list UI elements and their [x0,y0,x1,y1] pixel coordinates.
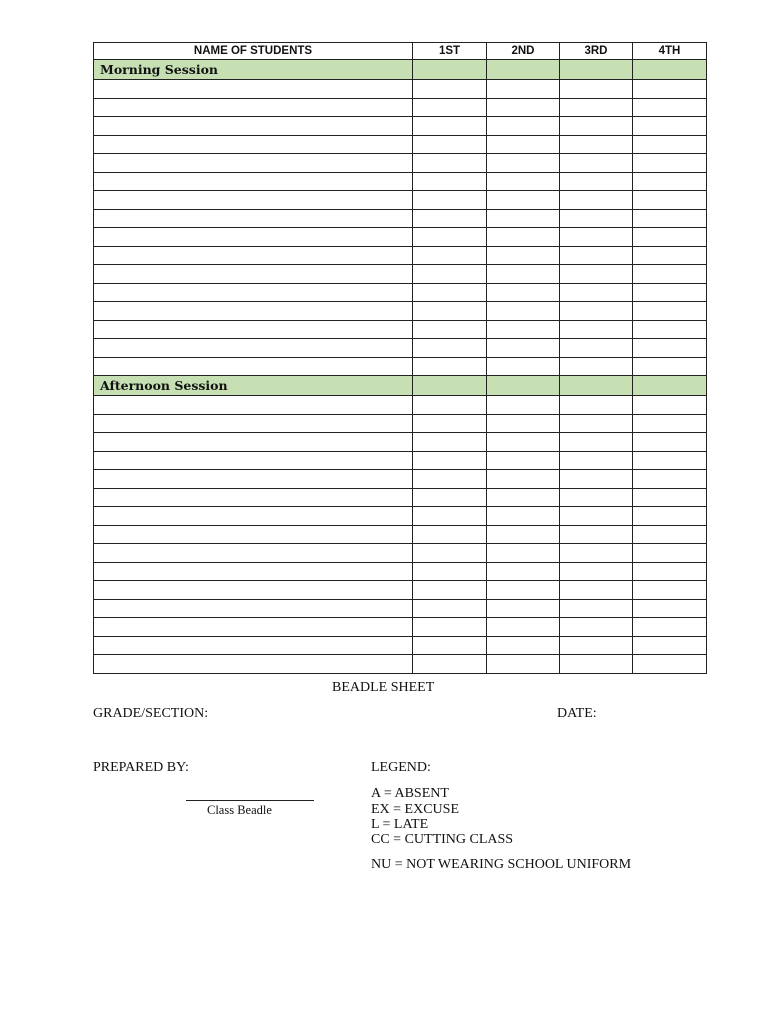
student-row [94,357,707,376]
attendance-cell[interactable] [487,396,560,415]
attendance-cell[interactable] [487,451,560,470]
attendance-cell[interactable] [413,339,487,358]
student-name-cell[interactable] [94,562,413,581]
student-row [94,172,707,191]
student-row [94,414,707,433]
student-row [94,562,707,581]
attendance-cell[interactable] [633,451,707,470]
student-row [94,154,707,173]
attendance-cell[interactable] [487,433,560,452]
attendance-cell[interactable] [633,581,707,600]
attendance-cell[interactable] [633,135,707,154]
attendance-cell[interactable] [560,507,633,526]
attendance-cell[interactable] [487,488,560,507]
legend-title: LEGEND: [371,760,431,775]
attendance-cell[interactable] [560,265,633,284]
header-2nd: 2ND [487,43,560,60]
attendance-cell[interactable] [633,302,707,321]
attendance-cell[interactable] [560,154,633,173]
attendance-cell[interactable] [413,283,487,302]
student-name-cell[interactable] [94,618,413,637]
legend-item-absent: A = ABSENT [371,786,449,801]
student-row [94,339,707,358]
attendance-cell[interactable] [487,618,560,637]
student-row [94,655,707,674]
attendance-cell[interactable] [560,191,633,210]
student-name-cell[interactable] [94,414,413,433]
student-row [94,618,707,637]
attendance-cell[interactable] [633,414,707,433]
student-row [94,191,707,210]
attendance-cell[interactable] [560,209,633,228]
student-row [94,488,707,507]
student-name-cell[interactable] [94,339,413,358]
student-row [94,581,707,600]
attendance-cell[interactable] [487,209,560,228]
attendance-cell[interactable] [560,544,633,563]
attendance-cell[interactable] [487,320,560,339]
session-row [94,60,707,80]
attendance-cell[interactable] [633,544,707,563]
attendance-cell[interactable] [633,636,707,655]
attendance-cell[interactable] [560,451,633,470]
attendance-cell[interactable] [633,655,707,674]
attendance-cell[interactable] [487,581,560,600]
attendance-cell[interactable] [413,302,487,321]
header-name-of-students: NAME OF STUDENTS [94,43,413,60]
student-row [94,80,707,99]
attendance-cell[interactable] [487,191,560,210]
attendance-cell[interactable] [487,357,560,376]
attendance-cell[interactable] [413,396,487,415]
student-name-cell[interactable] [94,228,413,247]
attendance-cell[interactable] [413,618,487,637]
attendance-cell[interactable] [560,636,633,655]
student-row [94,451,707,470]
session-cell [633,376,707,396]
attendance-cell[interactable] [413,191,487,210]
attendance-cell[interactable] [487,117,560,136]
attendance-cell[interactable] [633,339,707,358]
session-cell [633,60,707,80]
prepared-by-label: PREPARED BY: [93,760,189,775]
attendance-cell[interactable] [413,581,487,600]
student-row [94,507,707,526]
attendance-cell[interactable] [633,246,707,265]
attendance-cell[interactable] [560,117,633,136]
attendance-cell[interactable] [487,283,560,302]
attendance-cell[interactable] [413,172,487,191]
attendance-cell[interactable] [413,562,487,581]
student-row [94,117,707,136]
attendance-cell[interactable] [560,525,633,544]
attendance-cell[interactable] [487,470,560,489]
student-name-cell[interactable] [94,117,413,136]
session-cell [487,60,560,80]
student-name-cell[interactable] [94,172,413,191]
attendance-cell[interactable] [413,470,487,489]
attendance-cell[interactable] [633,562,707,581]
student-row [94,470,707,489]
attendance-cell[interactable] [560,320,633,339]
attendance-cell[interactable] [413,135,487,154]
attendance-cell[interactable] [413,655,487,674]
attendance-cell[interactable] [560,135,633,154]
attendance-cell[interactable] [413,507,487,526]
session-label: Morning Session [94,60,413,80]
attendance-cell[interactable] [560,246,633,265]
attendance-cell[interactable] [560,488,633,507]
attendance-cell[interactable] [560,80,633,99]
attendance-cell[interactable] [487,636,560,655]
attendance-cell[interactable] [560,562,633,581]
session-row [94,376,707,396]
attendance-cell[interactable] [413,228,487,247]
attendance-cell[interactable] [487,172,560,191]
attendance-cell[interactable] [487,562,560,581]
session-cell [560,60,633,80]
student-name-cell[interactable] [94,302,413,321]
attendance-cell[interactable] [560,228,633,247]
attendance-cell[interactable] [487,228,560,247]
attendance-cell[interactable] [560,470,633,489]
student-row [94,599,707,618]
attendance-cell[interactable] [413,451,487,470]
student-name-cell[interactable] [94,525,413,544]
attendance-cell[interactable] [560,414,633,433]
student-name-cell[interactable] [94,470,413,489]
attendance-cell[interactable] [487,302,560,321]
student-name-cell[interactable] [94,135,413,154]
legend-item-excuse: EX = EXCUSE [371,802,460,817]
attendance-cell[interactable] [633,396,707,415]
attendance-cell[interactable] [633,154,707,173]
student-row [94,302,707,321]
student-name-cell[interactable] [94,246,413,265]
attendance-cell[interactable] [413,154,487,173]
attendance-cell[interactable] [413,80,487,99]
header-3rd: 3RD [560,43,633,60]
attendance-cell[interactable] [413,414,487,433]
student-name-cell[interactable] [94,507,413,526]
attendance-cell[interactable] [560,396,633,415]
header-row [94,43,707,60]
attendance-cell[interactable] [487,599,560,618]
attendance-cell[interactable] [633,283,707,302]
attendance-cell[interactable] [633,357,707,376]
student-name-cell[interactable] [94,451,413,470]
signature-line [186,800,314,801]
attendance-cell[interactable] [633,80,707,99]
student-name-cell[interactable] [94,396,413,415]
attendance-cell[interactable] [487,655,560,674]
attendance-cell[interactable] [560,433,633,452]
student-name-cell[interactable] [94,98,413,117]
attendance-cell[interactable] [487,525,560,544]
student-name-cell[interactable] [94,488,413,507]
student-name-cell[interactable] [94,191,413,210]
attendance-cell[interactable] [560,302,633,321]
attendance-cell[interactable] [633,209,707,228]
attendance-cell[interactable] [560,283,633,302]
student-name-cell[interactable] [94,283,413,302]
attendance-cell[interactable] [633,320,707,339]
table-body [94,60,707,674]
attendance-cell[interactable] [413,117,487,136]
student-name-cell[interactable] [94,209,413,228]
grade-section-label: GRADE/SECTION: [93,706,209,721]
student-name-cell[interactable] [94,357,413,376]
attendance-cell[interactable] [487,80,560,99]
header-1st: 1ST [413,43,487,60]
student-row [94,396,707,415]
attendance-cell[interactable] [413,209,487,228]
student-name-cell[interactable] [94,154,413,173]
attendance-cell[interactable] [413,488,487,507]
student-name-cell[interactable] [94,265,413,284]
attendance-cell[interactable] [487,265,560,284]
attendance-cell[interactable] [413,636,487,655]
legend-item-no-uniform: NU = NOT WEARING SCHOOL UNIFORM [371,857,632,872]
attendance-cell[interactable] [633,117,707,136]
attendance-cell[interactable] [413,246,487,265]
student-row [94,320,707,339]
student-name-cell[interactable] [94,80,413,99]
attendance-cell[interactable] [560,655,633,674]
session-cell [413,60,487,80]
attendance-cell[interactable] [633,470,707,489]
attendance-cell[interactable] [633,172,707,191]
attendance-cell[interactable] [560,339,633,358]
student-name-cell[interactable] [94,320,413,339]
session-cell [413,376,487,396]
attendance-cell[interactable] [487,98,560,117]
attendance-cell[interactable] [413,544,487,563]
legend-item-late: L = LATE [371,817,429,832]
student-name-cell[interactable] [94,655,413,674]
student-name-cell[interactable] [94,581,413,600]
signature-caption: Class Beadle [207,803,272,817]
student-row [94,636,707,655]
student-row [94,98,707,117]
attendance-cell[interactable] [633,191,707,210]
attendance-cell[interactable] [633,488,707,507]
attendance-cell[interactable] [413,98,487,117]
attendance-cell[interactable] [413,599,487,618]
attendance-cell[interactable] [487,414,560,433]
student-row [94,525,707,544]
attendance-cell[interactable] [413,320,487,339]
legend-item-cutting-class: CC = CUTTING CLASS [371,832,514,847]
attendance-cell[interactable] [487,507,560,526]
attendance-cell[interactable] [413,433,487,452]
attendance-cell[interactable] [633,265,707,284]
student-row [94,265,707,284]
attendance-cell[interactable] [487,154,560,173]
student-name-cell[interactable] [94,544,413,563]
header-4th: 4TH [633,43,707,60]
attendance-cell[interactable] [487,544,560,563]
student-row [94,228,707,247]
sheet-title: BEADLE SHEET [332,680,435,695]
student-row [94,246,707,265]
attendance-cell[interactable] [487,246,560,265]
attendance-cell[interactable] [560,357,633,376]
attendance-cell[interactable] [413,265,487,284]
student-row [94,283,707,302]
attendance-cell[interactable] [487,135,560,154]
student-name-cell[interactable] [94,636,413,655]
date-label: DATE: [557,706,597,721]
attendance-cell[interactable] [633,433,707,452]
attendance-cell[interactable] [413,525,487,544]
attendance-table [93,42,707,674]
attendance-cell[interactable] [633,98,707,117]
student-name-cell[interactable] [94,599,413,618]
attendance-cell[interactable] [560,618,633,637]
attendance-cell[interactable] [413,357,487,376]
session-cell [487,376,560,396]
student-row [94,433,707,452]
attendance-cell[interactable] [560,581,633,600]
student-name-cell[interactable] [94,433,413,452]
attendance-cell[interactable] [633,599,707,618]
attendance-cell[interactable] [560,599,633,618]
attendance-cell[interactable] [633,525,707,544]
student-row [94,544,707,563]
attendance-cell[interactable] [633,507,707,526]
attendance-cell[interactable] [487,339,560,358]
attendance-cell[interactable] [560,98,633,117]
attendance-cell[interactable] [633,618,707,637]
attendance-cell[interactable] [560,172,633,191]
session-cell [560,376,633,396]
session-label: Afternoon Session [94,376,413,396]
student-row [94,209,707,228]
student-row [94,135,707,154]
attendance-cell[interactable] [633,228,707,247]
